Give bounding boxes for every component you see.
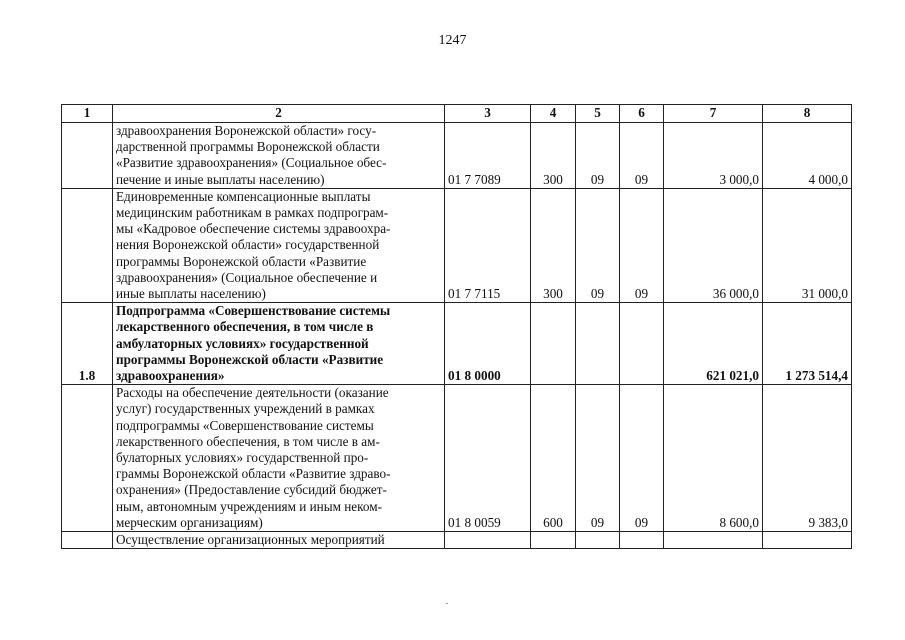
subsection-cell: 09 [620,385,664,532]
description-line: программы Воронежской области «Развитие [116,351,384,367]
page-number: 1247 [438,33,467,48]
description-line: дарственной программы Воронежской области [116,139,380,155]
section-cell [576,532,620,549]
amount-year2-cell: 4 000,0 [763,123,852,189]
amount-year1-cell [664,532,763,549]
target-code-cell: 01 8 0000 [445,303,531,385]
amount-year2-cell: 31 000,0 [763,188,852,302]
row-number-cell [62,123,113,189]
amount-year2-cell [763,532,852,549]
description-line: ным, автономным учреждениям и иным неком- [116,498,382,514]
column-header-7: 7 [664,105,763,123]
target-code-cell: 01 8 0059 [445,385,531,532]
table-row [62,303,852,385]
column-header-5: 5 [576,105,620,123]
expense-type-cell [531,303,576,385]
column-header-4: 4 [531,105,576,123]
description-line: услуг) государственных учреждений в рамках [116,401,375,417]
row-description-cell [113,303,445,385]
section-cell: 09 [576,385,620,532]
description-line: мы «Кадровое обеспечение системы здравоохра- [116,221,391,237]
column-header-8: 8 [763,105,852,123]
row-description-cell [113,123,445,189]
subsection-cell: 09 [620,123,664,189]
table-row [62,532,852,549]
amount-year1-cell: 8 600,0 [664,385,763,532]
description-line: медицинским работникам в рамках подпрограм- [116,205,389,221]
row-number-cell: 1.8 [62,303,113,385]
expense-type-cell: 600 [531,385,576,532]
description-line: иные выплаты населению) [116,286,266,302]
description-line: программы Воронежской области «Развитие [116,253,367,269]
description-line: амбулаторных условиях» государственной [116,335,369,351]
budget-table [61,104,852,549]
target-code-cell: 01 7 7089 [445,123,531,189]
description-line: лекарственного обеспечения, в том числе в ам- [116,433,380,449]
description-line: мерческим организациям) [116,514,263,530]
row-number-cell [62,385,113,532]
column-header-1: 1 [62,105,113,123]
column-header-3: 3 [445,105,531,123]
section-cell: 09 [576,123,620,189]
row-description-cell [113,385,445,532]
subsection-cell: 09 [620,188,664,302]
description-line: подпрограммы «Совершенствование системы [116,417,374,433]
description-line: Расходы на обеспечение деятельности (оказание [116,385,389,401]
amount-year2-cell: 9 383,0 [763,385,852,532]
description-line: нения Воронежской области» государственной [116,237,380,253]
description-line: Подпрограмма «Совершенствование системы [116,303,391,319]
amount-year2-cell: 1 273 514,4 [763,303,852,385]
table-row [62,123,852,189]
row-description-cell [113,532,445,549]
description-line: граммы Воронежской области «Развитие здраво- [116,466,391,482]
expense-type-cell [531,532,576,549]
table-row [62,188,852,302]
table-header-row [62,105,852,123]
amount-year1-cell: 3 000,0 [664,123,763,189]
amount-year1-cell: 621 021,0 [664,303,763,385]
description-line: Осуществление организационных мероприятий [116,532,385,548]
row-number-cell [62,188,113,302]
description-line: охранения» (Предоставление субсидий бюджет- [116,482,387,498]
subsection-cell [620,532,664,549]
description-line: лекарственного обеспечения, в том числе в [116,319,374,335]
description-line: булаторных условиях» государственной про- [116,450,369,466]
description-line: здравоохранения» [116,368,225,384]
scan-speck [446,603,448,604]
section-cell [576,303,620,385]
description-line: здравоохранения» (Социальное обеспечение и [116,269,378,285]
column-header-2: 2 [113,105,445,123]
section-cell: 09 [576,188,620,302]
target-code-cell [445,532,531,549]
description-line: Единовременные компенсационные выплаты [116,188,371,204]
target-code-cell: 01 7 7115 [445,188,531,302]
description-line: печение и иные выплаты населению) [116,171,325,187]
description-line: «Развитие здравоохранения» (Социальное обес- [116,155,387,171]
amount-year1-cell: 36 000,0 [664,188,763,302]
row-description-cell [113,188,445,302]
description-line: здравоохранения Воронежской области» госу- [116,123,377,138]
row-number-cell [62,532,113,549]
expense-type-cell: 300 [531,123,576,189]
expense-type-cell: 300 [531,188,576,302]
column-header-6: 6 [620,105,664,123]
subsection-cell [620,303,664,385]
table-row [62,385,852,532]
